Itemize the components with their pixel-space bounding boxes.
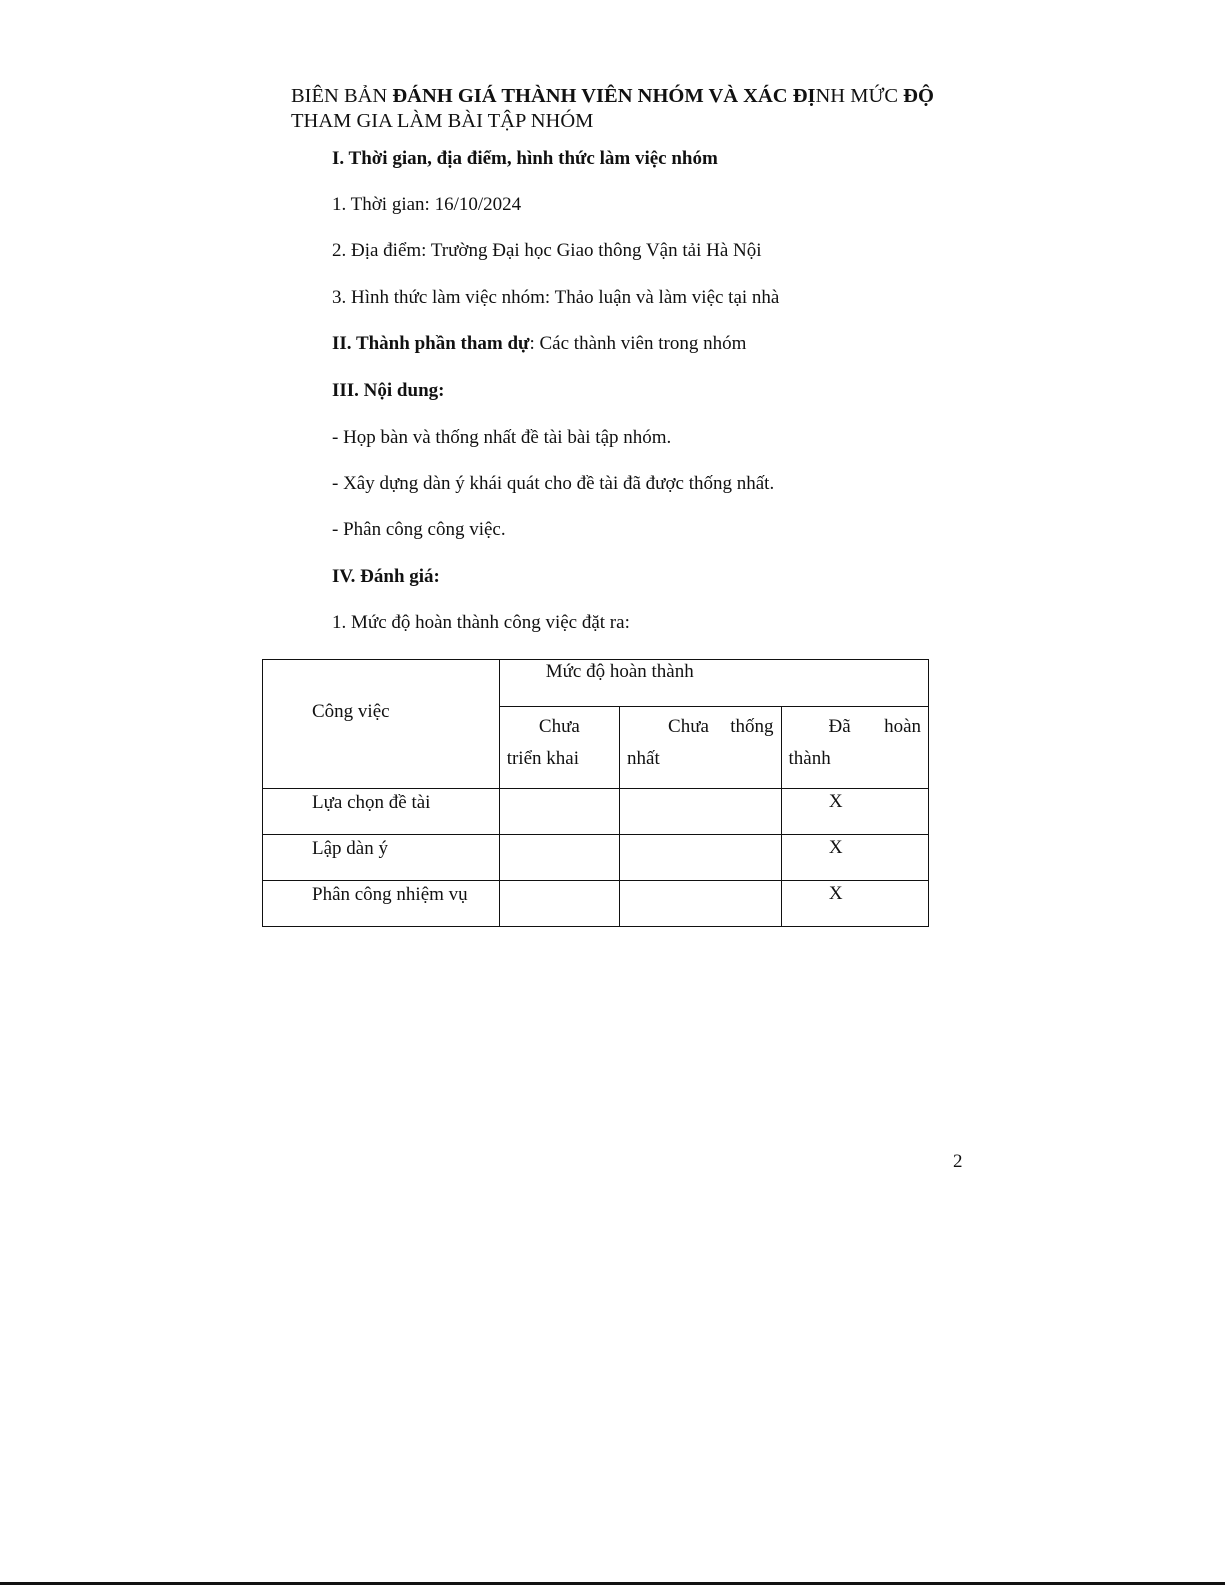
- row-3-completed: [781, 881, 929, 927]
- row-2-not-started: [499, 835, 619, 881]
- row-3-task: [263, 881, 500, 927]
- section-1-heading: [332, 147, 718, 171]
- row-1-task-text: Lựa chọn đề tài: [312, 792, 431, 813]
- evaluation-table: [262, 659, 929, 927]
- title-part-1: BIÊN BẢN: [291, 85, 393, 107]
- row-1-task: [263, 789, 500, 835]
- title-part-3: NH MỨC: [815, 85, 904, 107]
- row-1-not-agreed: [620, 789, 781, 835]
- section-3-item-1: - Họp bàn và thống nhất đề tài bài tập nhóm.: [332, 427, 672, 448]
- subheader-completed-word-1: Đã: [828, 716, 851, 738]
- subheader-not-agreed: [620, 707, 781, 789]
- row-1-completed: [781, 789, 929, 835]
- table-row: [263, 835, 929, 881]
- section-4-item-1: 1. Mức độ hoàn thành công việc đặt ra:: [332, 612, 630, 633]
- subheader-completed-line-2: thành: [788, 748, 831, 770]
- table-header-row: [263, 660, 929, 707]
- title-part-4: ĐỘ: [903, 85, 934, 107]
- header-cell-task: [263, 660, 500, 789]
- section-1-item-2: 2. Địa điểm: Trường Đại học Giao thông Vận tải Hà Nội: [332, 240, 762, 261]
- subheader-not-agreed-line-2: nhất: [627, 748, 660, 770]
- section-3-heading-text: III. Nội dung:: [332, 380, 445, 401]
- title-line-2: THAM GIA LÀM BÀI TẬP NHÓM: [291, 110, 594, 132]
- table-row: [263, 789, 929, 835]
- row-1-completed-mark: X: [828, 791, 843, 812]
- row-2-task-text: Lập dàn ý: [312, 838, 388, 859]
- document-title: [291, 84, 971, 134]
- subheader-not-started-line-1: Chưa: [538, 716, 580, 738]
- header-task-label: Công việc: [312, 701, 390, 722]
- title-part-2: ĐÁNH GIÁ THÀNH VIÊN NHÓM VÀ XÁC ĐỊ: [392, 85, 816, 107]
- section-1-item-3: 3. Hình thức làm việc nhóm: Thảo luận và làm việc tại nhà: [332, 287, 780, 308]
- section-4-heading: [332, 565, 440, 589]
- row-2-not-agreed: [620, 835, 781, 881]
- row-3-completed-mark: X: [828, 883, 843, 904]
- row-3-not-agreed: [620, 881, 781, 927]
- table-row: [263, 881, 929, 927]
- section-3-heading: [332, 379, 444, 403]
- subheader-not-agreed-word-1: Chưa: [668, 716, 709, 738]
- row-3-task-text: Phân công nhiệm vụ: [312, 884, 468, 905]
- subheader-completed: [781, 707, 929, 789]
- row-3-not-started: [499, 881, 619, 927]
- header-level-label: Mức độ hoàn thành: [545, 661, 694, 682]
- section-4-heading-text: IV. Đánh giá:: [332, 566, 440, 587]
- header-cell-level: [499, 660, 928, 707]
- section-3-item-3: - Phân công công việc.: [332, 519, 506, 540]
- row-1-not-started: [499, 789, 619, 835]
- row-2-completed-mark: X: [828, 837, 843, 858]
- subheader-completed-word-2: hoàn: [884, 716, 921, 738]
- section-1-heading-text: I. Thời gian, địa điểm, hình thức làm việc nhóm: [332, 148, 718, 169]
- row-2-task: [263, 835, 500, 881]
- section-3-item-2: - Xây dựng dàn ý khái quát cho đề tài đã được thống nhất.: [332, 473, 775, 494]
- page-number: 2: [953, 1151, 963, 1172]
- section-2-heading: II. Thành phần tham dự: [332, 333, 530, 354]
- row-2-completed: [781, 835, 929, 881]
- subheader-not-agreed-word-2: thống: [730, 716, 774, 738]
- section-2-line: [332, 332, 746, 356]
- subheader-not-started-line-2: triển khai: [506, 748, 579, 770]
- section-1-item-1: 1. Thời gian: 16/10/2024: [332, 194, 522, 215]
- section-2-text: : Các thành viên trong nhóm: [529, 333, 747, 354]
- subheader-not-started: [499, 707, 619, 789]
